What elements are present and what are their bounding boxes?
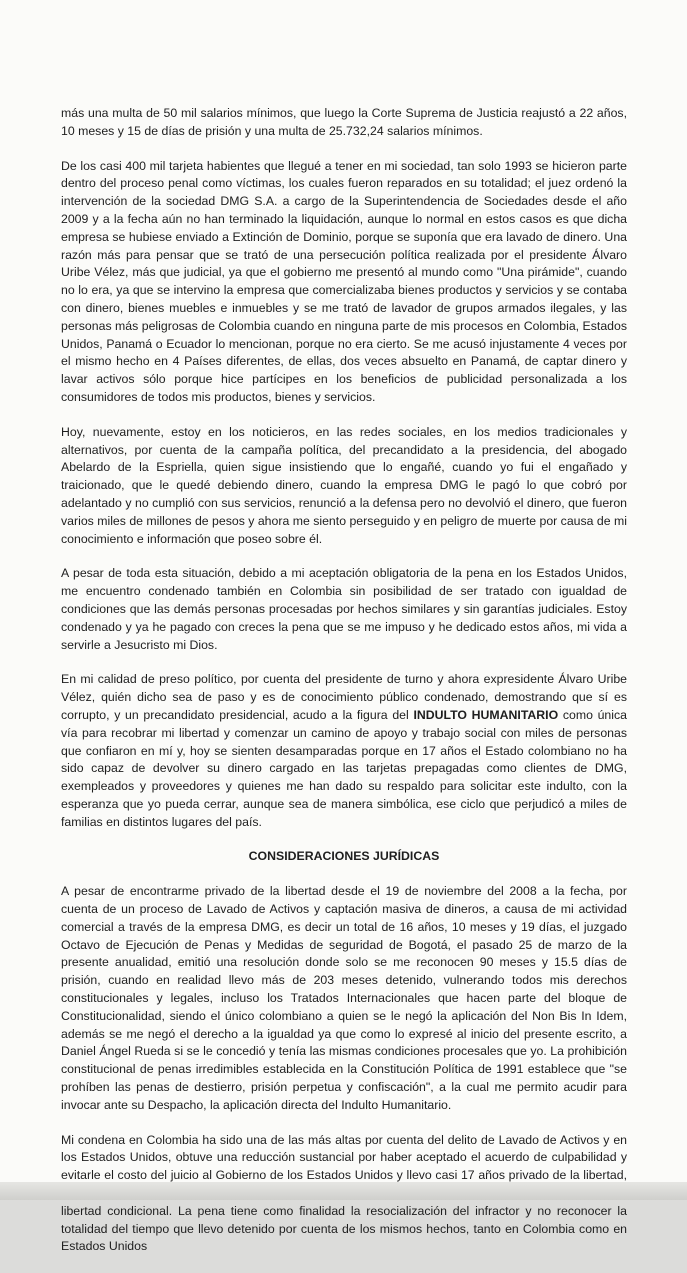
indulto-humanitario-emphasis: INDULTO HUMANITARIO [413, 707, 559, 722]
document-body [61, 105, 627, 1273]
paragraph-media-campaign: Hoy, nuevamente, estoy en los noticieros, en las redes sociales, en los medios tradicionales y alternativos, por cuenta de la campaña política, del precandidato a la presidencia, del abogado Abelardo de la Espriella, quien sigue insistiendo que lo engañé, cuando yo fui el engañado y traicionado, que le quedé debiendo dinero, cuando la empresa DMG le pagó lo que cobró por adelantado y no cumplió con sus servicios, renunció a la defensa pero no devolvió el dinero, que fueron varios miles de millones de pesos y ahora me siento perseguido y en peligro de muerte por causa de mi conocimiento e información que poseo sobre él. [61, 424, 627, 546]
paragraph-dmg-intervention: De los casi 400 mil tarjeta habientes que llegué a tener en mi sociedad, tan solo 1993 se hicieron parte dentro del proceso penal como víctimas, los cuales fueron reparados en su totalidad; el juez ordenó la intervención de la sociedad DMG S.A. a cargo de la Superintendencia de Sociedades desde el año 2009 y a la fecha aún no han terminado la liquidación, aunque lo normal en estos casos es que dicha empresa se hubiese enviado a Extinción de Dominio, porque se suponía que era lavado de dinero. Una razón más para pensar que se trató de una persecución política realizada por el presidente Álvaro Uribe Vélez, más que judicial, ya que el gobierno me presentó al mundo como "Una pirámide", cuando no lo era, ya que se intervino la empresa que comercializaba bienes productos y servicios y se contaba con dinero, bienes muebles e inmuebles y se me trató de lavador de grupos armados ilegales, y las personas más peligrosas de Colombia cuando en ninguna parte de mis procesos en Colombia, Estados Unidos, Panamá o Ecuador lo mencionan, porque no era cierto. Se me acusó injustamente 4 veces por el mismo hecho en 4 Países diferentes, de ellas, dos veces absuelto en Panamá, de captar dinero y lavar activos sólo porque hice partícipes en los beneficios de publicidad personalizada a los consumidores de todos mis productos, bienes y servicios. [61, 158, 627, 404]
section-heading: CONSIDERACIONES JURÍDICAS [248, 849, 440, 864]
paragraph-political-prisoner [61, 671, 627, 831]
paragraph-political-prisoner-text-before: En mi calidad de preso político, por cuenta del presidente de turno y ahora expresidente Álvaro Uribe Vélez, quién dicho sea de paso y es de conocimiento público condenado, demostrando que sí es corrupto, y un precandidato presidencial, acudo a la figura del [61, 672, 627, 722]
paragraph-sentence-colombia: Mi condena en Colombia ha sido una de las más altas por cuenta del delito de Lavado de Activos y en los Estados Unidos, obtuve una reducción sustancial por haber aceptado el acuerdo de culpabilidad y evitarle el costo del juicio al Gobierno de los Estados Unidos y llevo casi 17 años privado de la libertad, libertad condicional. La pena tiene como finalidad la resocialización del infractor y no reconocer la totalidad del tiempo que llevo detenido por cuenta de los mismos hechos, tanto en Colombia como en Estados Unidos [61, 1132, 627, 1254]
page-bottom-shadow [0, 1182, 687, 1200]
paragraph-legal-considerations: A pesar de encontrarme privado de la libertad desde el 19 de noviembre del 2008 a la fecha, por cuenta de un proceso de Lavado de Activos y captación masiva de dineros, a causa de mi actividad comercial a través de la empresa DMG, es decir un total de 16 años, 10 meses y 19 días, el juzgado Octavo de Ejecución de Penas y Medidas de seguridad de Bogotá, el pasado 25 de marzo de la presente anualidad, emitió una resolución donde solo se me reconocen 90 meses y 15.5 días de prisión, cuando en realidad llevo más de 203 meses detenido, vulnerando todos mis derechos constitucionales y legales, incluso los Tratados Internacionales que hacen parte del bloque de Constitucionalidad, siendo el único colombiano a quien se le negó la aplicación del Non Bis In Idem, además se me negó el derecho a la igualdad ya que como lo expresé al inicio del presente escrito, a Daniel Ángel Rueda si se le concedió y tenía las mismas condiciones procesales que yo. La prohibición constitucional de penas irredimibles establecida en la Constitución Política de 1991 establece que "se prohíben las penas de destierro, prisión perpetua y confiscación", a la cual me permito acudir para invocar ante su Despacho, la aplicación directa del Indulto Humanitario. [61, 884, 627, 1112]
paragraph-condemned: A pesar de toda esta situación, debido a mi aceptación obligatoria de la pena en los Estados Unidos, me encuentro condenado también en Colombia sin posibilidad de ser tratado con igualdad de condiciones que las demás personas procesadas por hechos similares y sin garantías judiciales. Estoy condenado y ya he pagado con creces la pena que se me impuso y he dedicado estos años, mi vida a servirle a Jesucristo mi Dios. [61, 566, 627, 652]
paragraph-fine: más una multa de 50 mil salarios mínimos, que luego la Corte Suprema de Justicia reajustó a 22 años, 10 meses y 15 de días de prisión y una multa de 25.732,24 salarios mínimos. [61, 106, 627, 138]
paragraph-political-prisoner-text-after: como única vía para recobrar mi libertad y comenzar un camino de apoyo y trabajo social con miles de personas que confiaron en mí y, hoy se sienten desamparadas porque en 17 años el Estado colombiano no ha sido capaz de devolver su dinero cargado en las tarjetas prepagadas como clientes de DMG, exempleados y proveedores y quienes me han dado su respaldo para solicitar este indulto, con la esperanza que yo pueda cerrar, aunque sea de manera simbólica, ese ciclo que perjudicó a miles de familias en distintos lugares del país. [61, 707, 627, 829]
